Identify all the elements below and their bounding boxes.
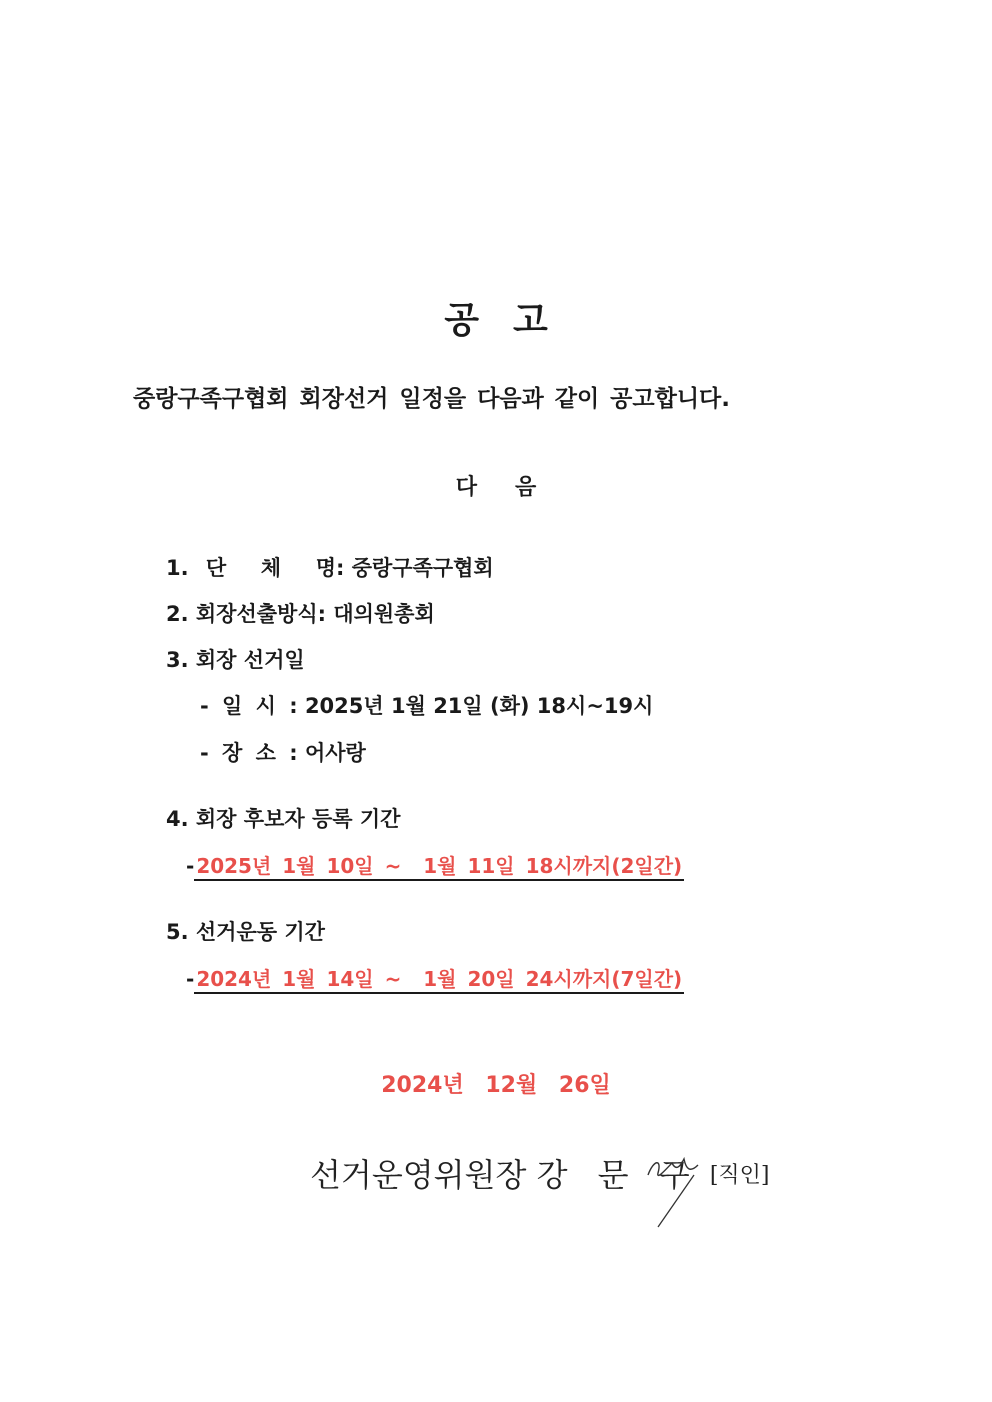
election-place-value: 어사랑 [304, 741, 366, 765]
item-election-datetime [200, 690, 653, 720]
registration-dash: - [186, 854, 195, 878]
signer-title: 선거운영위원장 [310, 1156, 527, 1194]
registration-period-value: 2025년 1월 10일 ~ 1월 11일 18시까지(2일간) [194, 854, 684, 881]
notice-heading: 다음 [455, 475, 575, 500]
registration-period [186, 850, 684, 879]
notice-date: 2024년 12월 26일 [381, 1073, 611, 1098]
election-datetime-label: - 일 시 : [200, 694, 298, 718]
item-organization-label: 1. 단 체 명: [166, 556, 345, 580]
item-organization [166, 552, 494, 582]
handwritten-signature-icon [628, 1145, 718, 1235]
item-organization-value: 중랑구족구협회 [351, 556, 494, 580]
campaign-period-value: 2024년 1월 14일 ~ 1월 20일 24시까지(7일간) [194, 967, 684, 994]
official-seal: [직인] [709, 1163, 770, 1188]
item-election-day-label: 3. 회장 선거일 [166, 648, 305, 672]
item-election-method-value: 대의원총회 [333, 602, 435, 626]
item-election-place [200, 737, 366, 767]
notice-intro: 중랑구족구협회 회장선거 일정을 다음과 같이 공고합니다. [133, 386, 731, 412]
campaign-period [186, 963, 684, 992]
campaign-dash: - [186, 967, 195, 991]
item-election-method-label: 2. 회장선출방식: [166, 602, 327, 626]
signer-name: 강 문 구 [536, 1156, 700, 1194]
notice-title: 공고 [444, 300, 582, 341]
election-place-label: - 장 소 : [200, 741, 298, 765]
election-datetime-value: 2025년 1월 21일 (화) 18시~19시 [304, 694, 654, 718]
item-election-method [166, 598, 435, 628]
item-campaign-label: 5. 선거운동 기간 [166, 920, 325, 944]
item-registration-label: 4. 회장 후보자 등록 기간 [166, 807, 401, 831]
